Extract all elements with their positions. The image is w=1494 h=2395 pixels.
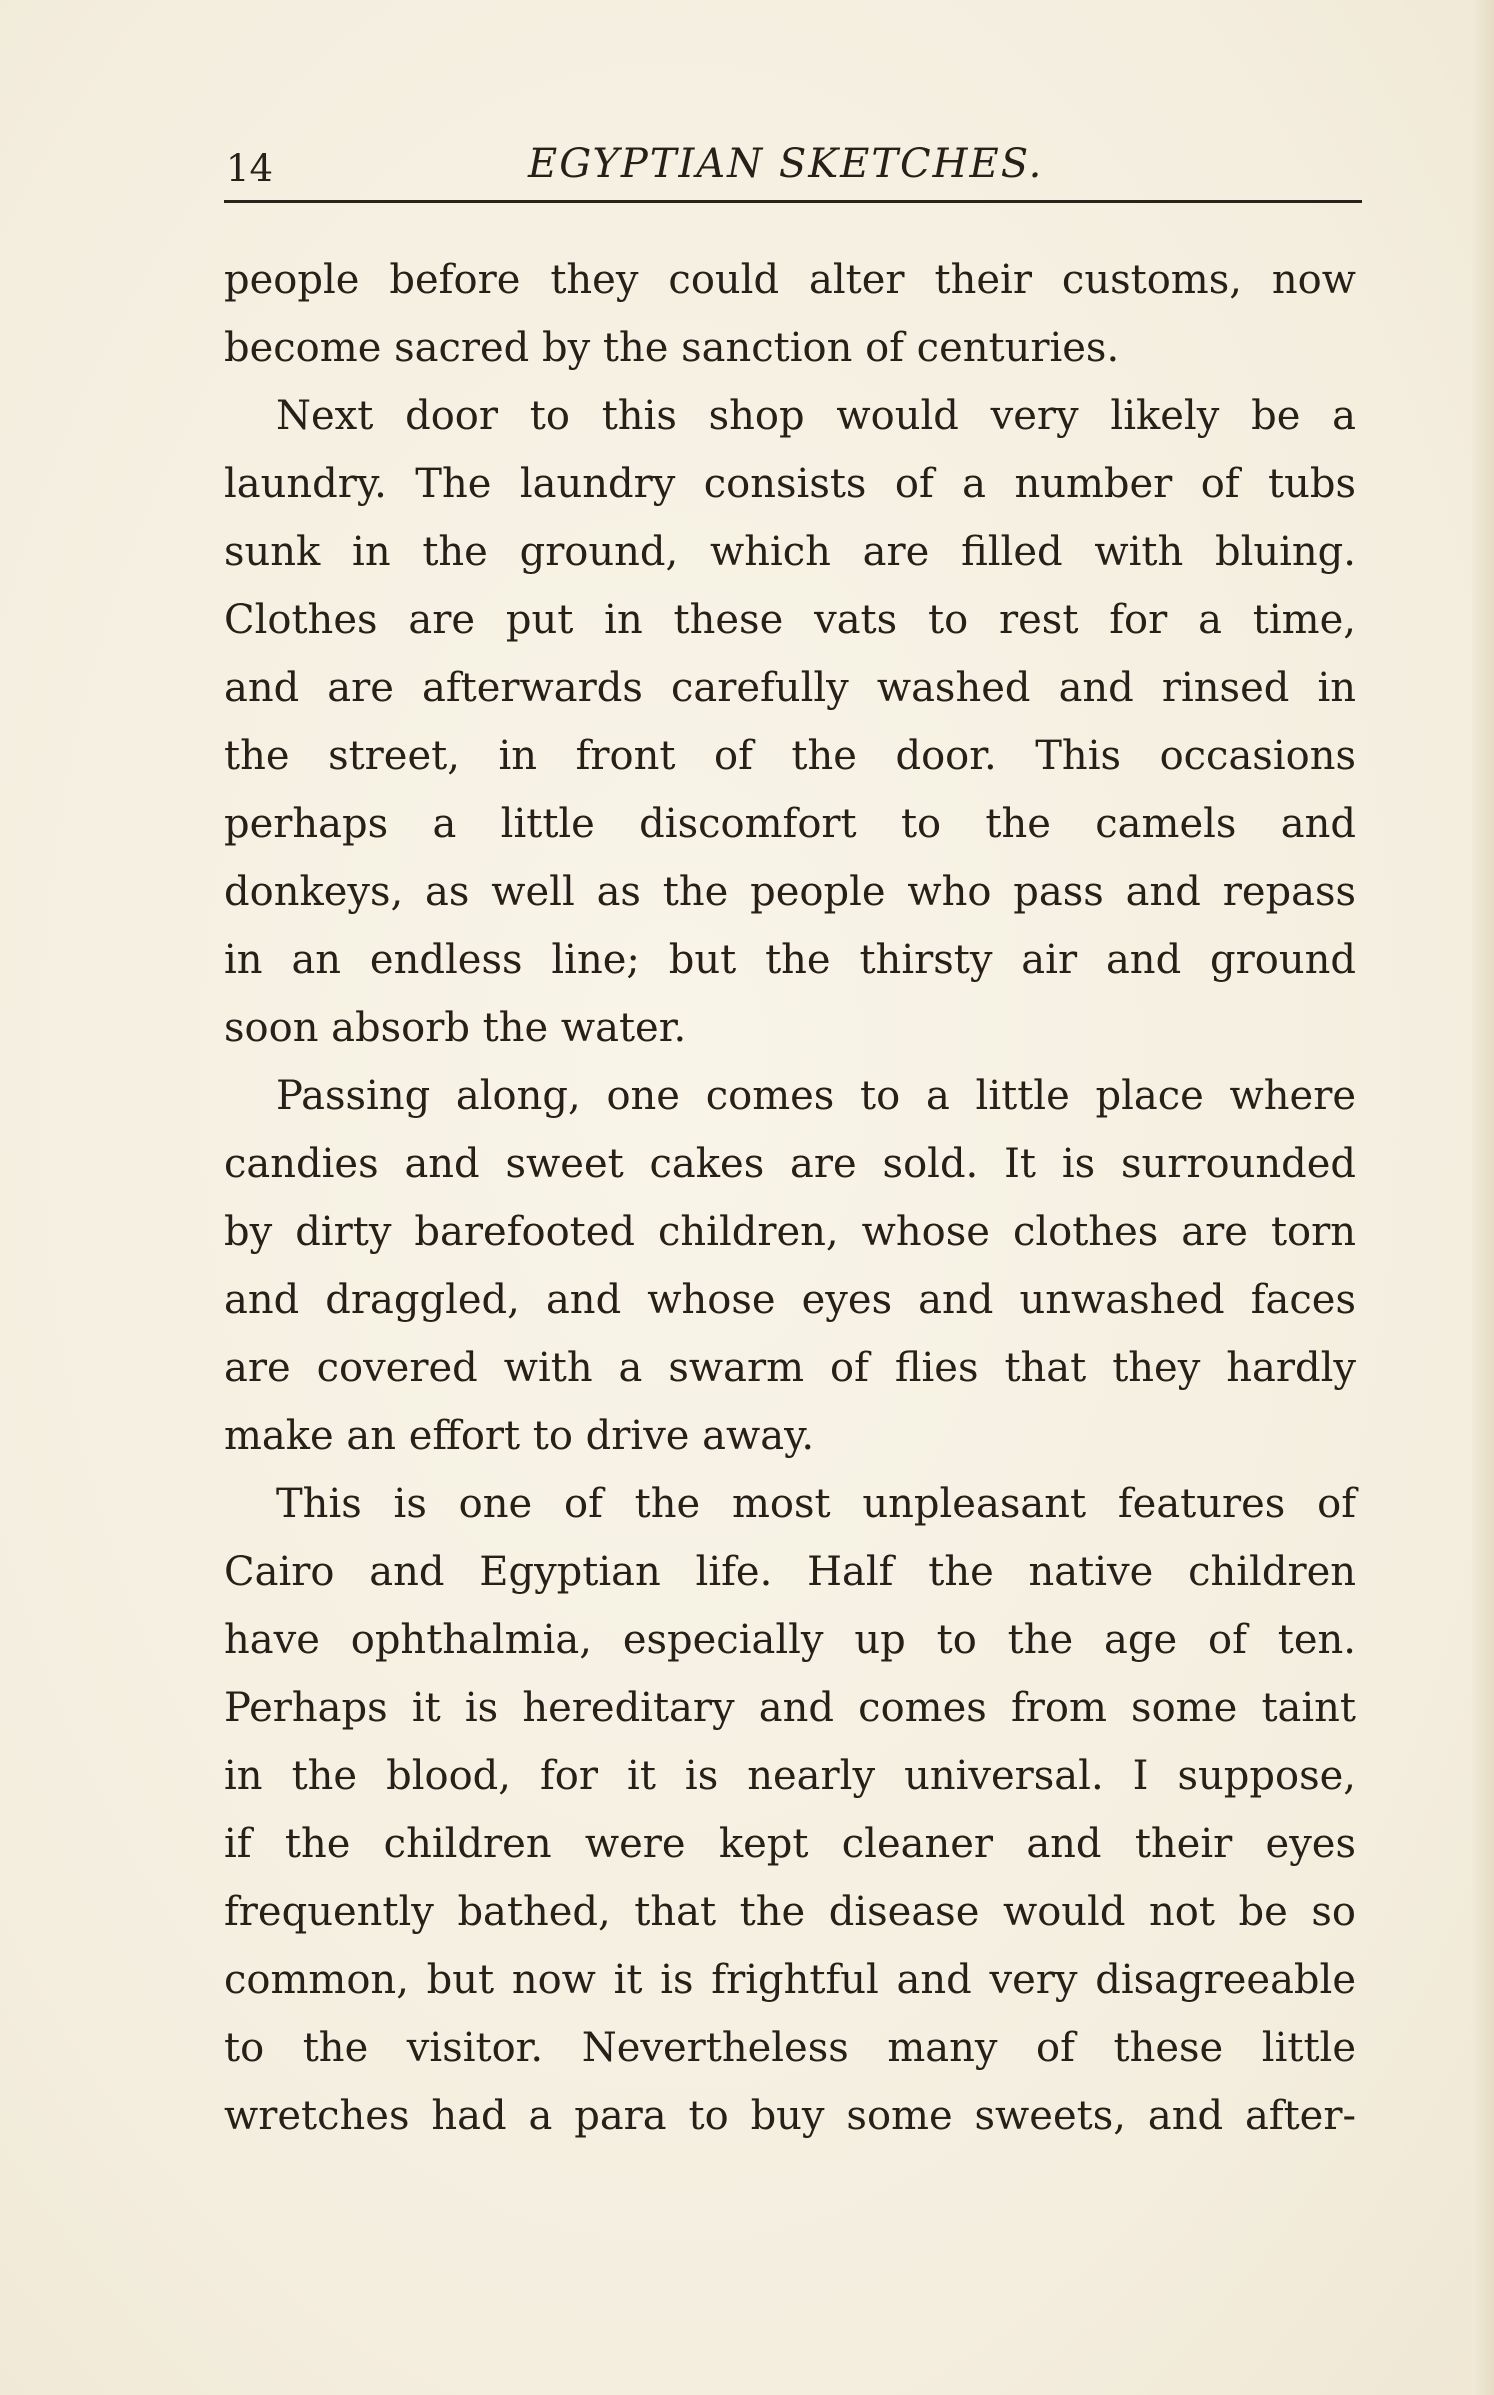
text-line: are covered with a swarm of flies that they hardly [224, 1345, 1356, 1391]
text-line: common, but now it is frightful and very disagreeable [224, 1957, 1356, 2003]
text-line: in the blood, for it is nearly universal. I suppose, [224, 1753, 1356, 1799]
text-line: perhaps a little discomfort to the camels and [224, 801, 1356, 847]
text-line: Perhaps it is hereditary and comes from some taint [224, 1685, 1356, 1731]
text-line: people before they could alter their customs, now [224, 257, 1356, 303]
text-line: Clothes are put in these vats to rest for a time, [224, 597, 1356, 643]
body-text [224, 246, 1356, 2150]
text-line: laundry. The laundry consists of a number of tubs [224, 461, 1356, 507]
text-line: sunk in the ground, which are filled with bluing. [224, 529, 1356, 575]
text-line: wretches had a para to buy some sweets, and after- [224, 2093, 1356, 2139]
text-line: have ophthalmia, especially up to the age of ten. [224, 1617, 1356, 1663]
text-line: if the children were kept cleaner and their eyes [224, 1821, 1356, 1867]
text-line: and are afterwards carefully washed and rinsed in [224, 665, 1356, 711]
text-line: to the visitor. Nevertheless many of these little [224, 2025, 1356, 2071]
running-head: EGYPTIAN SKETCHES. [528, 141, 1044, 187]
text-line: Cairo and Egyptian life. Half the native children [224, 1549, 1356, 1595]
page-number: 14 [226, 147, 274, 190]
text-line: the street, in front of the door. This occasions [224, 733, 1356, 779]
paragraph-first-line: This is one of the most unpleasant features of [276, 1481, 1356, 1527]
text-line: candies and sweet cakes are sold. It is surrounded [224, 1141, 1356, 1187]
text-line: in an endless line; but the thirsty air and ground [224, 937, 1356, 983]
text-line: become sacred by the sanction of centuries. [224, 325, 1120, 371]
text-line: soon absorb the water. [224, 1005, 687, 1051]
text-line: donkeys, as well as the people who pass and repass [224, 869, 1356, 915]
paragraph-first-line: Next door to this shop would very likely be a [276, 393, 1356, 439]
text-line: frequently bathed, that the disease would not be so [224, 1889, 1356, 1935]
header-rule [224, 200, 1362, 203]
text-line: and draggled, and whose eyes and unwashed faces [224, 1277, 1356, 1323]
text-line: make an effort to drive away. [224, 1413, 815, 1459]
paragraph-first-line: Passing along, one comes to a little place where [276, 1073, 1356, 1119]
page-edge [1472, 0, 1494, 2395]
text-line: by dirty barefooted children, whose clothes are torn [224, 1209, 1356, 1255]
